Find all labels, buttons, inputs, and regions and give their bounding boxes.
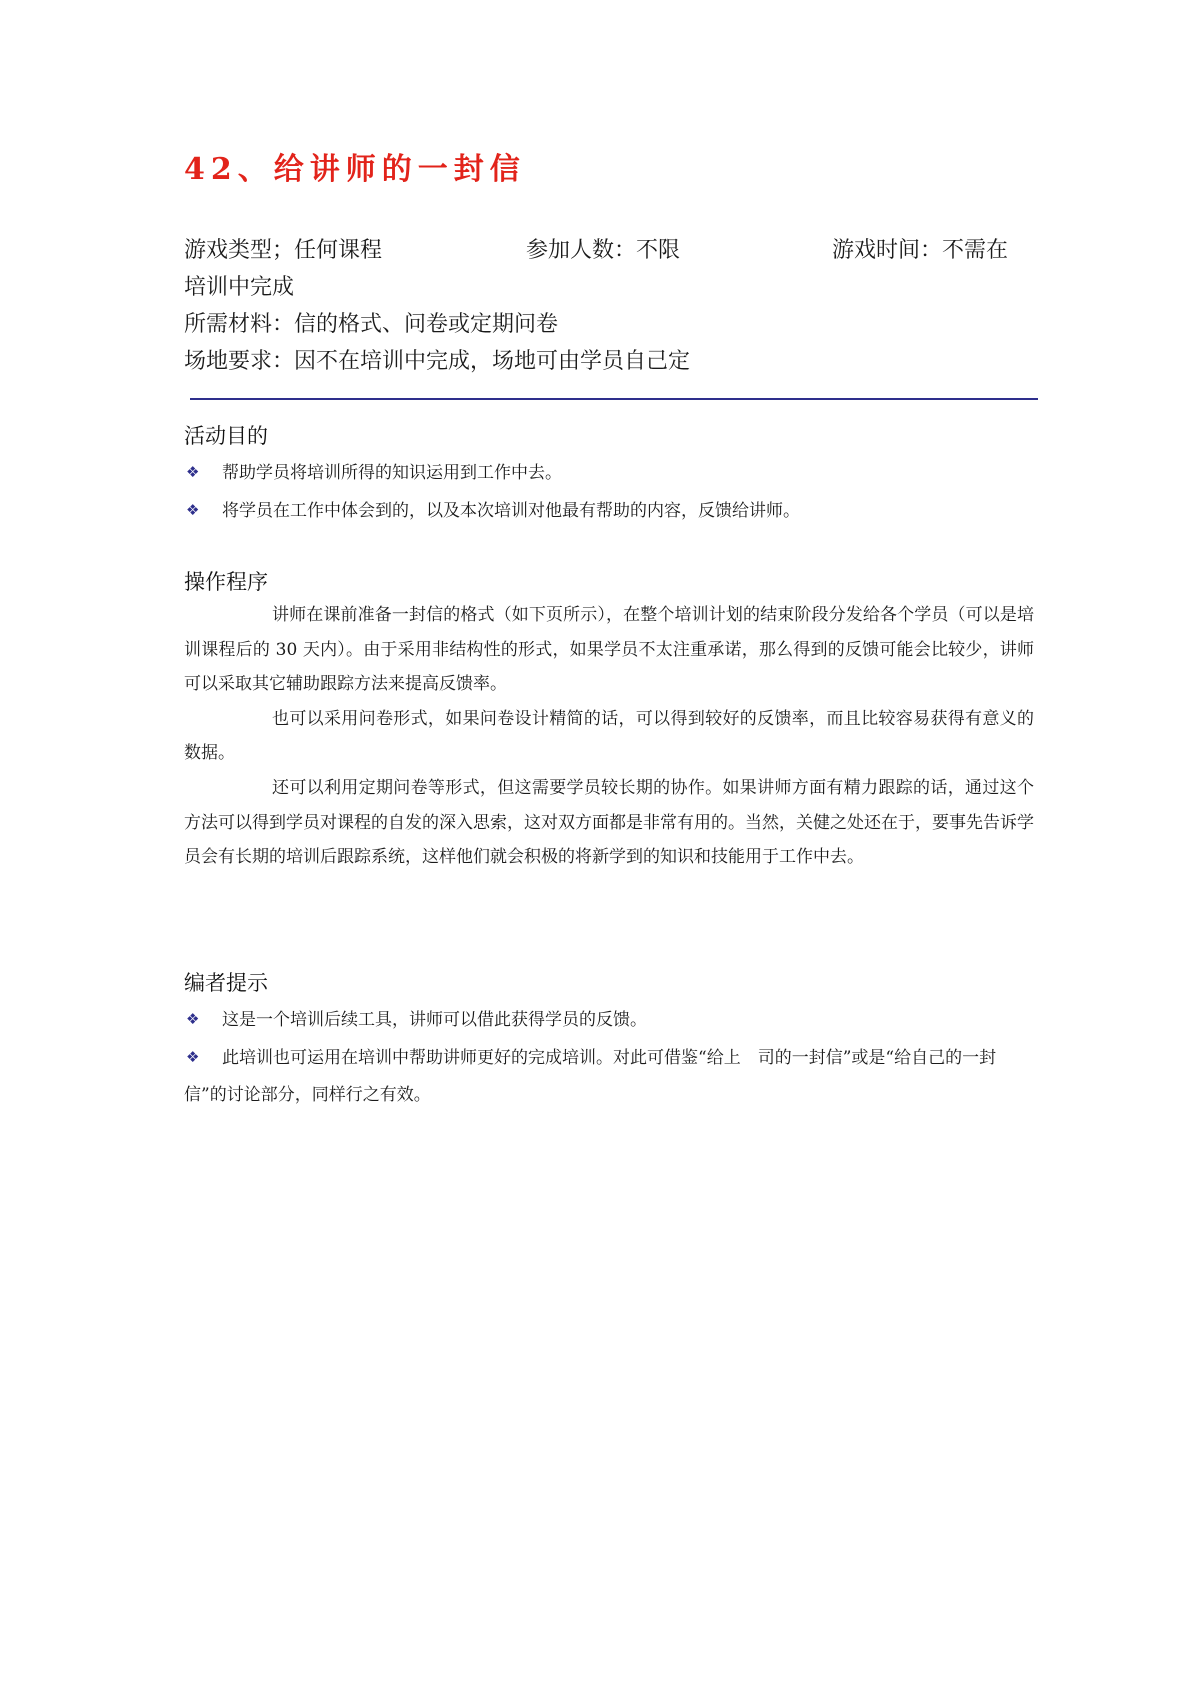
note-text: 此培训也可运用在培训中帮助讲师更好的完成培训。对此可借鉴“给上 司的一封信”或是“给自己的一封信”的讨论部分，同样行之有效。 — [184, 1048, 997, 1105]
objective-text: 帮助学员将培训所得的知识运用到工作中去。 — [222, 463, 562, 483]
list-item — [184, 1001, 1034, 1039]
procedure-paragraph: 也可以采用问卷形式，如果问卷设计精简的话，可以得到较好的反馈率，而且比较容易获得有意义的数据。 — [184, 708, 1034, 764]
list-item — [184, 1039, 1034, 1114]
objective-text: 将学员在工作中体会到的，以及本次培训对他最有帮助的内容，反馈给讲师。 — [222, 501, 800, 521]
duration-continued: 培训中完成 — [184, 275, 295, 300]
procedure-body — [184, 598, 1034, 875]
game-meta — [184, 232, 1034, 380]
objectives-list — [184, 454, 1034, 530]
procedure-paragraph: 讲师在课前准备一封信的格式（如下页所示），在整个培训计划的结束阶段分发给各个学员（可以是培训课程后的 30 天内）。由于采用非结构性的形式，如果学员不太注重承诺，那么得到的反馈可能会比较少，讲师可以采取其它辅助跟踪方法来提高反馈率。 — [184, 605, 1034, 695]
notes-list — [184, 1001, 1034, 1114]
materials: 所需材料：信的格式、问卷或定期问卷 — [184, 312, 559, 337]
diamond-bullet-icon: ❖ — [186, 1048, 200, 1066]
diamond-bullet-icon: ❖ — [186, 1010, 200, 1028]
list-item — [184, 492, 1034, 530]
note-text: 这是一个培训后续工具，讲师可以借此获得学员的反馈。 — [222, 1010, 647, 1030]
participants: 参加人数：不限 — [526, 238, 681, 263]
meta-row-3 — [184, 306, 1034, 343]
procedure-heading: 操作程序 — [184, 570, 268, 594]
section-divider — [190, 398, 1038, 400]
list-item — [184, 454, 1034, 492]
procedure-paragraph: 还可以利用定期问卷等形式，但这需要学员较长期的协作。如果讲师方面有精力跟踪的话，通过这个方法可以得到学员对课程的自发的深入思索，这对双方面都是非常有用的。当然，关健之处还在于，要事先告诉学员会有长期的培训后跟踪系统，这样他们就会积极的将新学到的知识和技能用于工作中去。 — [184, 777, 1034, 868]
venue: 场地要求：因不在培训中完成，场地可由学员自己定 — [184, 349, 691, 374]
meta-row-1 — [184, 232, 1034, 269]
objectives-heading: 活动目的 — [184, 424, 268, 448]
meta-row-2 — [184, 269, 1034, 306]
duration: 游戏时间：不需在 — [832, 238, 1009, 263]
meta-row-4 — [184, 343, 1034, 380]
page-title: 42、给讲师的一封信 — [184, 152, 526, 187]
notes-heading: 编者提示 — [184, 971, 268, 995]
diamond-bullet-icon: ❖ — [186, 501, 200, 519]
diamond-bullet-icon: ❖ — [186, 463, 200, 481]
game-type: 游戏类型；任何课程 — [184, 238, 383, 263]
